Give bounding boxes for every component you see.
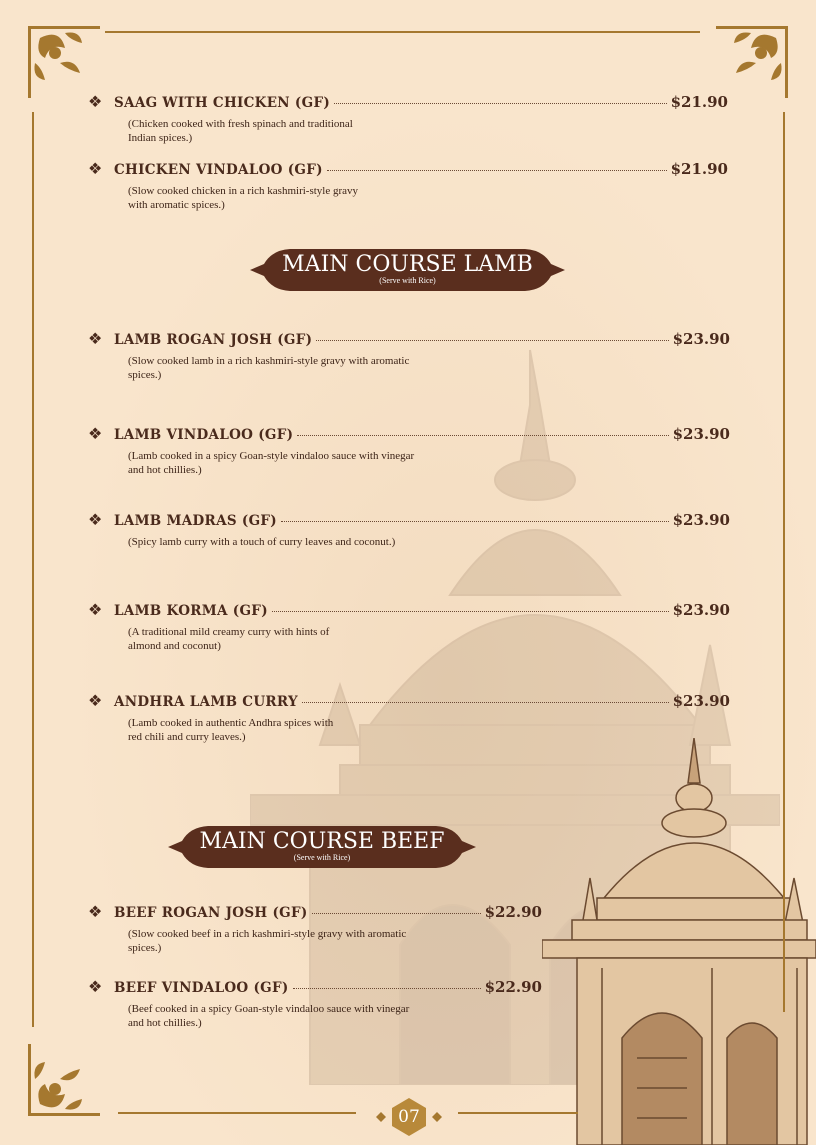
section-banner-beef [168,824,476,870]
description-line: (Slow cooked chicken in a rich kashmiri-style gravy [128,185,359,197]
menu-item-name: LAMB ROGAN JOSH (GF) [114,332,313,348]
menu-item [88,329,730,382]
section-title: MAIN COURSE BEEF [199,829,445,854]
frame-left-line [32,112,34,1027]
diamond-cluster-icon: ❖ [88,424,103,443]
menu-item-price: $23.90 [672,601,730,619]
menu-item-name: LAMB VINDALOO (GF) [114,427,294,443]
diamond-cluster-icon: ❖ [88,691,103,710]
menu-item-name: LAMB MADRAS (GF) [114,513,277,529]
frame-top-line [105,31,700,33]
diamond-cluster-icon: ❖ [88,902,103,921]
dot-leader [316,340,668,341]
menu-item-description [128,1002,542,1030]
menu-item-description [128,535,730,549]
menu-item-description [128,716,730,744]
floral-corner-ornament-icon [20,1044,100,1124]
description-line: (Slow cooked lamb in a rich kashmiri-style gravy with aromatic [128,355,410,367]
description-line: (Chicken cooked with fresh spinach and traditional [128,118,353,130]
description-line: (Lamb cooked in a spicy Goan-style vindaloo sauce with vinegar [128,450,415,462]
dot-leader [327,170,667,171]
diamond-cluster-icon: ❖ [88,600,103,619]
dot-leader [334,103,667,104]
menu-item-name: BEEF ROGAN JOSH (GF) [114,905,308,921]
frame-right-line [783,112,785,1012]
dot-leader [302,702,669,703]
menu-item [88,92,728,145]
dot-leader [293,988,481,989]
menu-item-price: $23.90 [672,425,730,443]
description-line: almond and coconut) [128,640,221,652]
temple-illustration [542,738,816,1145]
section-banner-lamb [250,246,565,294]
frame-bottom-line-left [118,1112,356,1114]
description-line: and hot chillies.) [128,464,202,476]
menu-item-price: $21.90 [670,93,728,111]
menu-item-name: SAAG WITH CHICKEN (GF) [114,95,331,111]
menu-item-description [128,625,730,653]
menu-item-name: CHICKEN VINDALOO (GF) [114,162,323,178]
menu-item-price: $22.90 [484,903,542,921]
menu-item [88,600,730,653]
description-line: Indian spices.) [128,132,193,144]
description-line: and hot chillies.) [128,1017,202,1029]
diamond-cluster-icon: ❖ [88,92,103,111]
description-line: with aromatic spices.) [128,199,225,211]
diamond-cluster-icon: ❖ [88,159,103,178]
menu-item-price: $22.90 [484,978,542,996]
menu-item-price: $23.90 [672,692,730,710]
menu-item-price: $23.90 [672,511,730,529]
menu-item-name: BEEF VINDALOO (GF) [114,980,289,996]
menu-item-price: $21.90 [670,160,728,178]
section-subtitle: (Serve with Rice) [379,276,436,285]
diamond-cluster-icon: ❖ [88,329,103,348]
dot-leader [297,435,668,436]
menu-item [88,691,730,744]
menu-item-name: ANDHRA LAMB CURRY [114,694,298,710]
dot-leader [272,611,669,612]
menu-item-description [128,117,728,145]
menu-item [88,977,542,1030]
diamond-cluster-icon: ❖ [88,977,103,996]
description-line: spices.) [128,942,162,954]
menu-item-price: $23.90 [672,330,730,348]
floral-corner-ornament-icon [20,18,100,98]
description-line: (Beef cooked in a spicy Goan-style vindaloo sauce with vinegar [128,1003,410,1015]
description-line: (Slow cooked beef in a rich kashmiri-style gravy with aromatic [128,928,407,940]
diamond-cluster-icon: ❖ [88,510,103,529]
dot-leader [281,521,669,522]
page-number: 07 [398,1107,420,1127]
menu-item-description [128,449,730,477]
frame-bottom-line-right [458,1112,578,1114]
description-line: (A traditional mild creamy curry with hints of [128,626,330,638]
section-title: MAIN COURSE LAMB [282,252,533,277]
description-line: red chili and curry leaves.) [128,731,246,743]
description-line: spices.) [128,369,162,381]
floral-corner-ornament-icon [716,18,796,98]
description-line: (Lamb cooked in authentic Andhra spices with [128,717,334,729]
menu-item [88,424,730,477]
menu-item-description [128,184,728,212]
menu-item-description [128,354,730,382]
section-subtitle: (Serve with Rice) [293,853,351,862]
menu-item-description [128,927,542,955]
description-line: (Spicy lamb curry with a touch of curry leaves and coconut.) [128,536,396,548]
dot-leader [312,913,481,914]
menu-item [88,510,730,549]
menu-item-name: LAMB KORMA (GF) [114,603,268,619]
menu-item [88,902,542,955]
menu-item [88,159,728,212]
